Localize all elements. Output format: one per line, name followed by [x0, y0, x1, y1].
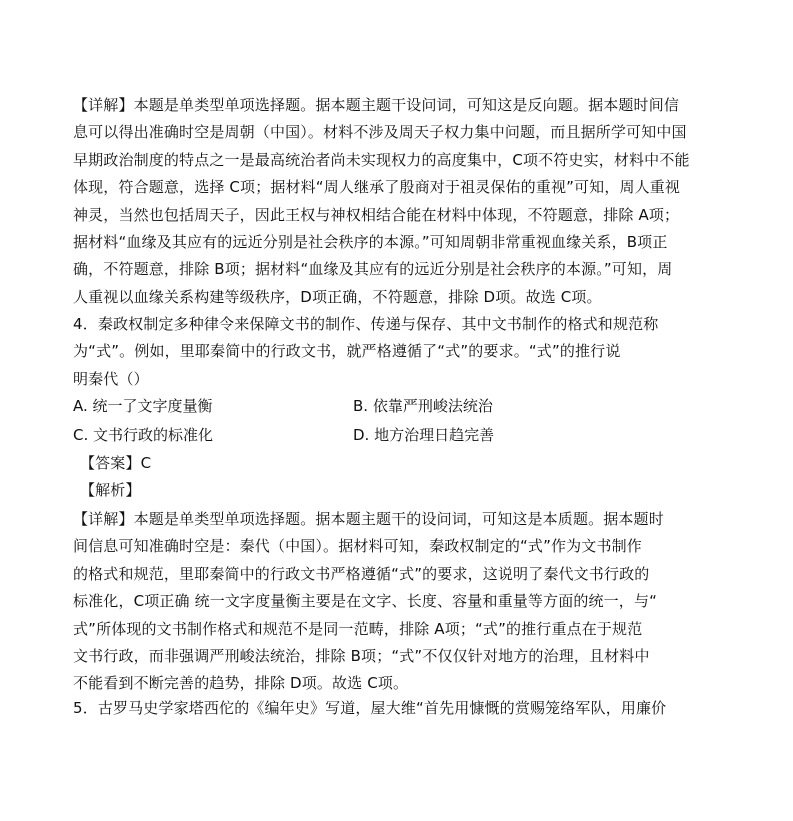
option-c: C. 文书行政的标准化: [73, 426, 214, 444]
text-line: 人重视以血缘关系构建等级秩序，D项正确，不符题意，排除 D项。故选 C项。: [73, 287, 602, 306]
question-5-stem: [73, 695, 667, 722]
question-line: 明秦代（）: [73, 369, 149, 388]
question-4-stem: [73, 311, 659, 393]
option-d: D. 地方治理日趋完善: [353, 426, 495, 444]
question-line: 为“式”。例如，里耶秦简中的行政文书，就严格遵循了“式”的要求。“式”的推行说: [73, 342, 621, 361]
option-b: B. 依靠严刑峻法统治: [353, 397, 493, 415]
previous-explanation: [73, 92, 690, 311]
text-line: 体现，符合题意，选择 C项；据材料“周人继承了殷商对于祖灵保佑的重视”可知，周人重视: [73, 178, 681, 197]
text-line: 不能看到不断完善的趋势，排除 D项。故选 C项。: [73, 674, 409, 693]
text-line: 的格式和规范，里耶秦简中的行政文书严格遵循“式”的要求，这说明了秦代文书行政的: [73, 564, 650, 583]
answer-label: 【答案】C: [80, 454, 152, 472]
option-a: A. 统一了文字度量衡: [73, 397, 213, 415]
text-line: 据材料“血缘及其应有的远近分别是社会秩序的本源。”可知周朝非常重视血缘关系，B项正: [73, 233, 668, 252]
text-line: 息可以得出准确时空是周朝（中国）。材料不涉及周天子权力集中问题，而且据所学可知中国: [73, 123, 687, 142]
question-line: 4．秦政权制定多种律令来保障文书的制作、传递与保存、其中文书制作的格式和规范称: [73, 315, 659, 333]
text-line: 间信息可知准确时空是：秦代（中国）。据材料可知，秦政权制定的“式”作为文书制作: [73, 537, 642, 556]
text-line: 【详解】本题是单类型单项选择题。据本题主题干的设问词，可知这是本质题。据本题时: [73, 510, 664, 528]
question-4-explanation: [73, 506, 664, 698]
analysis-label: 【解析】: [80, 481, 141, 500]
text-line: 神灵，当然也包括周天子，因此王权与神权相结合能在材料中体现，不符题意，排除 A项；: [73, 205, 680, 224]
text-line: 式”所体现的文书制作格式和规范不是同一范畴，排除 A项；“式”的推行重点在于规范: [73, 619, 643, 638]
answer-section: [80, 450, 660, 505]
text-line: 早期政治制度的特点之一是最高统治者尚未实现权力的高度集中，C项不符史实，材料中不能: [73, 150, 690, 169]
text-line: 确，不符题意，排除 B项；据材料“血缘及其应有的远近分别是社会秩序的本源。”可知，周: [73, 260, 673, 279]
text-line: 【详解】本题是单类型单项选择题。据本题主题干设问词，可知这是反向题。据本题时间信: [73, 96, 680, 114]
question-4-options: [73, 392, 633, 450]
question-line: 5．古罗马史学家塔西佗的《编年史》写道，屋大维“首先用慷慨的赏赐笼络军队，用廉价: [73, 699, 667, 717]
text-line: 文书行政，而非强调严刑峻法统治，排除 B项；“式”不仅仅针对地方的治理，且材料中: [73, 647, 650, 666]
text-line: 标准化，C项正确 统一文字度量衡主要是在文字、长度、容量和重量等方面的统一，与“: [73, 592, 658, 611]
